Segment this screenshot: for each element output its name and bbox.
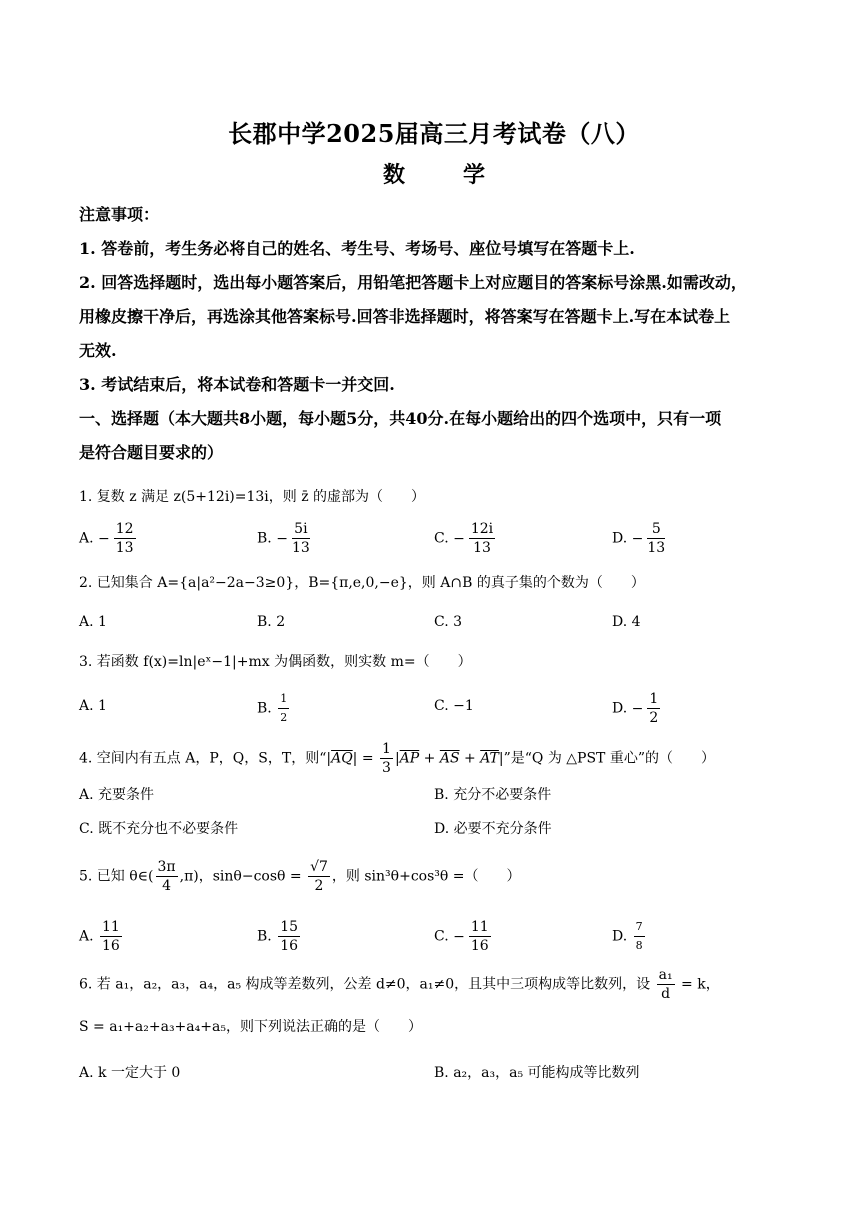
option-a: A. $\frac{11}{16}$ <box>79 919 120 954</box>
option-d: D. 必要不充分条件 <box>434 821 552 837</box>
question-1-options <box>79 520 791 556</box>
option-b: B. a₂，a₃，a₅ 可能构成等比数列 <box>434 1065 640 1081</box>
notice-item-2-line-2: 用橡皮擦干净后，再选涂其他答案标号.回答非选择题时，将答案写在答题卡上.写在本试卷上 <box>79 307 731 326</box>
notice-item-3: 3. 考试结束后，将本试卷和答题卡一并交回. <box>79 375 395 394</box>
question-4-options-row-1 <box>79 784 791 808</box>
question-2-options <box>79 614 791 638</box>
option-d: D. $\frac{7}{8}$ <box>612 920 643 952</box>
notice-item-2-line-3: 无效. <box>79 341 117 360</box>
option-a: A. − $\frac{12}{13}$ <box>79 521 134 556</box>
question-5-options <box>79 918 791 954</box>
option-d: D. − $\frac{1}{2}$ <box>612 691 659 726</box>
option-c: C. 既不充分也不必要条件 <box>79 821 239 837</box>
vector-at: $\overline{AT}$ <box>480 750 499 767</box>
option-a: A. k 一定大于 0 <box>79 1065 181 1081</box>
option-b: B. − $\frac{5i}{13}$ <box>257 521 310 556</box>
question-6-options <box>79 1062 791 1086</box>
notice-item-2-line-1: 2. 回答选择题时，选出每小题答案后，用铅笔把答题卡上对应题目的答案标号涂黑.如需改动， <box>79 273 747 292</box>
question-5-stem: 5. 已知 θ∈( $\frac{3\pi}{4}$ ,π)，sinθ−cosθ = $\frac{√7}{2}$ ，则 sin³θ+cos³θ =（ ） <box>79 859 521 894</box>
vector-ap: $\overline{AP}$ <box>399 750 420 767</box>
option-a: A. 充要条件 <box>79 787 155 803</box>
option-a: A. 1 <box>79 698 107 714</box>
option-b: B. $\frac{15}{16}$ <box>257 919 299 954</box>
question-4-stem: 4. 空间内有五点 A，P，Q，S，T，则“$|\overline{AQ}|$ = $\frac{1}{3}$ $|\overline{AP} + \overline{AS} + \overline{AT}|$”是“Q 为 △PST 重心”的（ ） <box>79 741 716 776</box>
question-1-stem: 1. 复数 z 满足 z(5+12i)=13i，则 z̄ 的虚部为（ ） <box>79 489 426 505</box>
question-6-stem-line-1: 6. 若 a₁，a₂，a₃，a₄，a₅ 构成等差数列，公差 d≠0，a₁≠0，且其中三项构成等比数列，设 $\frac{\text{a₁}}{d}$ = k， <box>79 967 720 1002</box>
option-c: C. −1 <box>434 698 474 714</box>
option-d: D. − $\frac{5}{13}$ <box>612 521 666 556</box>
option-a: A. 1 <box>79 614 107 630</box>
section-heading-line-1: 一、选择题（本大题共8小题，每小题5分，共40分.在每小题给出的四个选项中，只有一项 <box>79 409 722 428</box>
option-b: B. 充分不必要条件 <box>434 787 552 803</box>
exam-subject: 数 学 <box>382 162 503 188</box>
option-b: B. 2 <box>257 614 286 630</box>
option-c: C. − $\frac{12i}{13}$ <box>434 521 494 556</box>
question-3-options <box>79 690 791 726</box>
vector-as: $\overline{AS}$ <box>439 750 460 767</box>
option-c: C. 3 <box>434 614 463 630</box>
exam-title: 长郡中学2025届高三月考试卷（八） <box>228 119 640 148</box>
section-heading-line-2: 是符合题目要求的） <box>79 443 224 462</box>
question-4-options-row-2 <box>79 818 791 842</box>
option-c: C. − $\frac{11}{16}$ <box>434 919 489 954</box>
question-6-stem-line-2: S = a₁+a₂+a₃+a₄+a₅，则下列说法正确的是（ ） <box>79 1019 422 1035</box>
notice-item-1: 1. 答卷前，考生务必将自己的姓名、考生号、考场号、座位号填写在答题卡上. <box>79 239 635 258</box>
question-2-stem: 2. 已知集合 A={a|a²−2a−3≥0}，B={π,e,0,−e}，则 A∩B 的真子集的个数为（ ） <box>79 575 645 591</box>
question-3-stem: 3. 若函数 f(x)=ln|eˣ−1|+mx 为偶函数，则实数 m=（ ） <box>79 654 472 670</box>
notice-heading: 注意事项： <box>79 205 160 224</box>
option-d: D. 4 <box>612 614 641 630</box>
vector-aq: $\overline{AQ}$ <box>331 750 353 767</box>
option-b: B. $\frac{1}{2}$ <box>257 692 288 724</box>
